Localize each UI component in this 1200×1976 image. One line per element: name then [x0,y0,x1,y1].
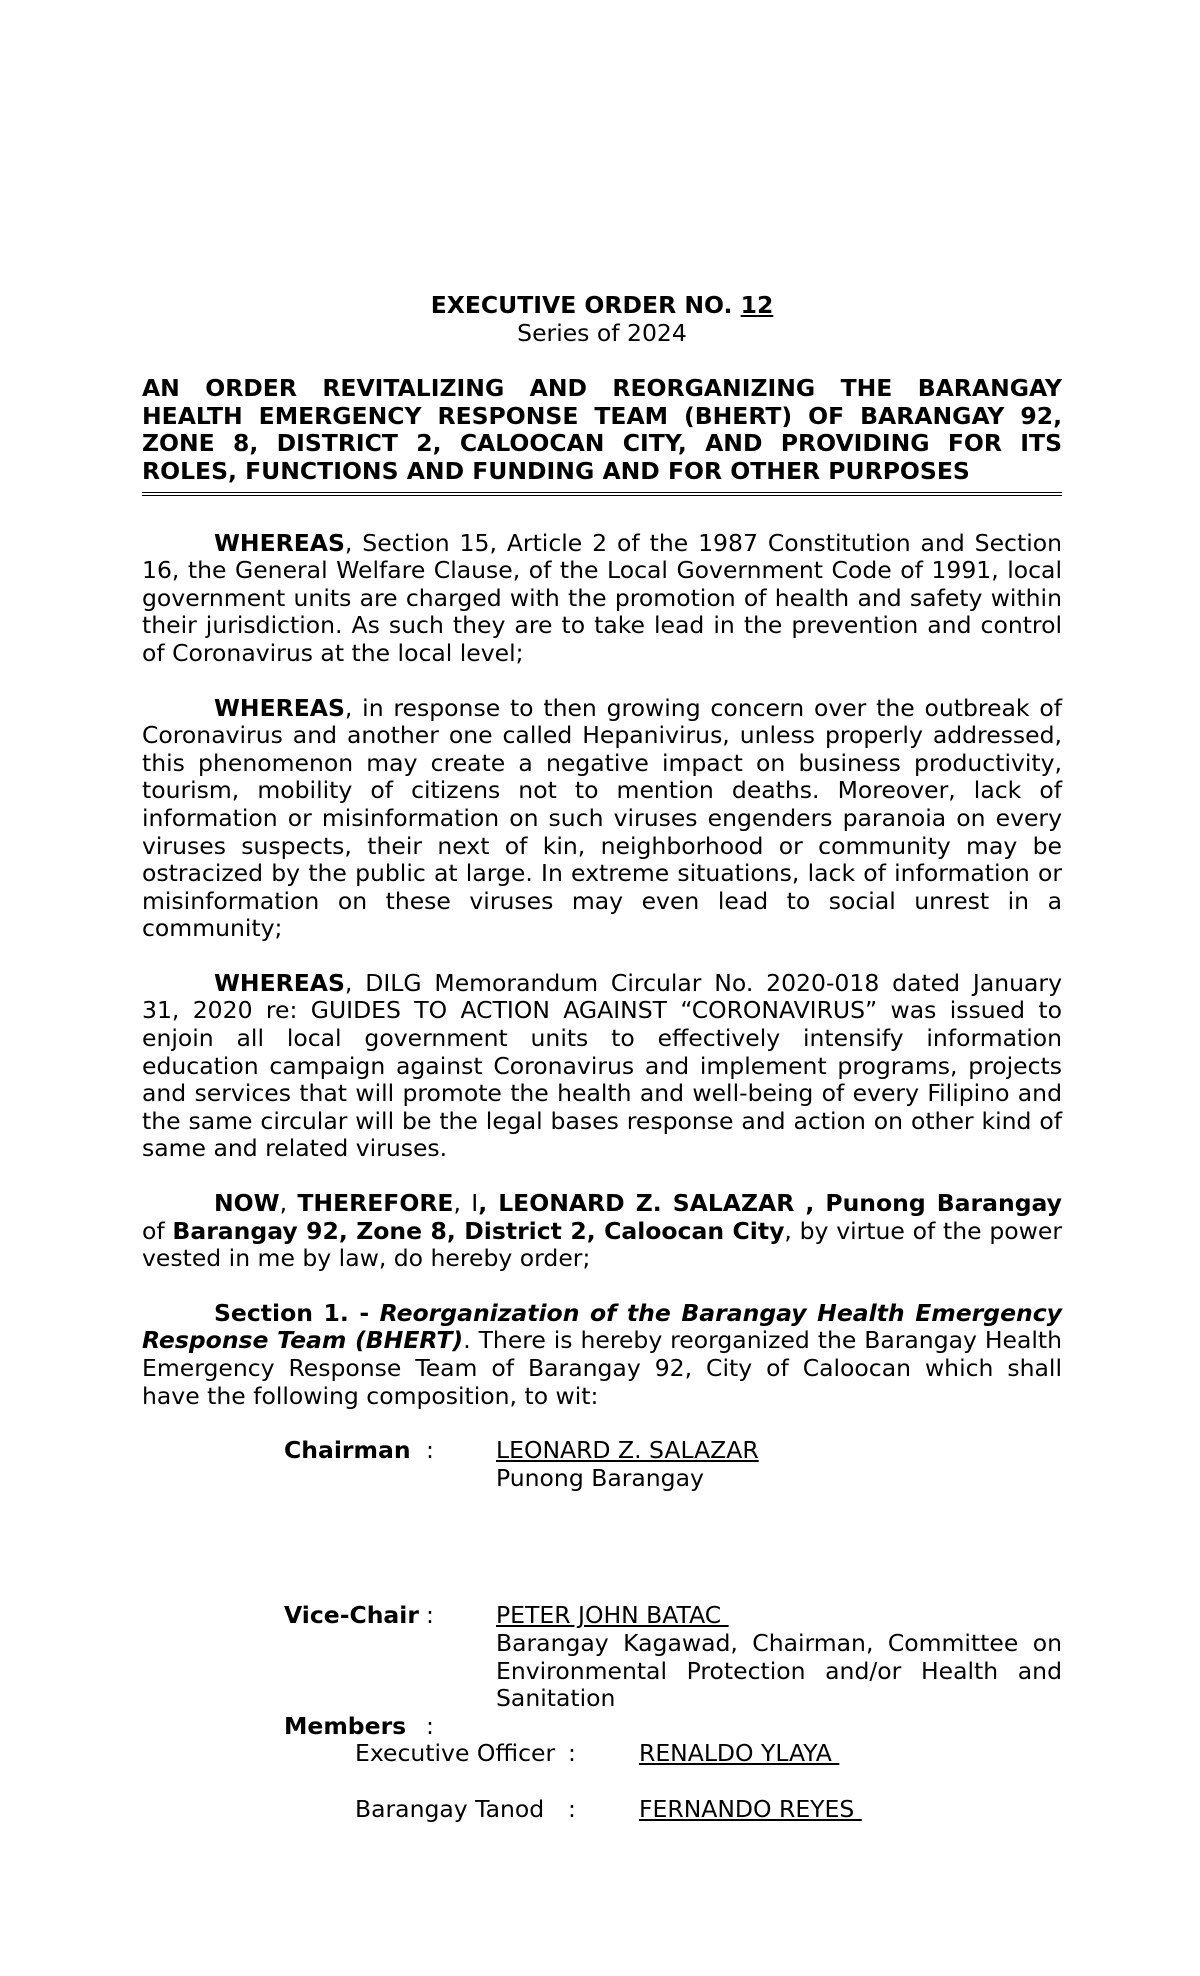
chairman-label: Chairman [284,1436,411,1465]
order-number: 12 [740,291,774,319]
vice-chair-name: PETER JOHN BATAC [496,1601,729,1630]
member-name: FERNANDO REYES [639,1794,862,1823]
vice-chair-position: Barangay Kagawad, Chairman, Committee on Environmental Protection and/or Health and Sanitation [496,1628,1062,1713]
member-name: RENALDO YLAYA [639,1739,840,1768]
title-double-rule [142,492,1062,496]
chairman-row [142,1437,1062,1465]
whereas-lead: WHEREAS [214,693,345,722]
whereas-text: , in response to then growing concern over the outbreak of Coronavirus and another one called Hepanivirus, unless properly addressed, this phenomenon may create a negative impact on business productivity, tourism, mobility of citizens not to mention deaths. Moreover, lack of information or misinformation on such viruses engenders paranoia on every viruses suspects, their next of kin, neighborhood or community may be ostracized by the public at large. In extreme situations, lack of information or misinformation on these viruses may even lead to social unrest in a community; [142,693,1062,943]
order-series: Series of 2024 [517,318,687,347]
member-colon: : [568,1794,576,1823]
now-therefore-text: , by virtue of the power vested in me by law, do hereby order; [142,1216,1062,1273]
member-role: Barangay Tanod [355,1794,545,1823]
vice-chair-position-row [142,1630,1062,1713]
chairman-colon: : [426,1436,434,1465]
order-title-line: ROLES, FUNCTIONS AND FUNDING AND FOR OTHER PURPOSES [142,456,970,485]
order-title [142,375,1062,489]
member-row [142,1796,1062,1824]
now-therefore-clause [142,1190,1062,1273]
order-title-line: HEALTH EMERGENCY RESPONSE TEAM (BHERT) OF BARANGAY 92, [142,401,1062,430]
separator: , [279,1189,298,1218]
members-row [142,1713,1062,1741]
whereas-clause-1 [142,530,1062,668]
order-title-line: ZONE 8, DISTRICT 2, CALOOCAN CITY, AND PROVIDING FOR ITS [142,429,1062,458]
section-heading: Reorganization of the Barangay Health Emergency Response Team (BHERT) [142,1298,1062,1355]
chairman-position-row [142,1465,1062,1493]
member-colon: : [568,1739,576,1768]
member-role: Executive Officer [355,1739,556,1768]
whereas-lead: WHEREAS [214,968,345,997]
whereas-clause-2 [142,695,1062,943]
whereas-text: , DILG Memorandum Circular No. 2020-018 dated January 31, 2020 re: GUIDES TO ACTION AGAINST “CORONAVIRUS” was issued to enjoin all local government units to effectively intensify information education campaign against Coronavirus and implement programs, projects and services that will promote the health and well-being of every Filipino and the same circular will be the legal bases response and action on other kind of same and related viruses. [142,968,1062,1163]
therefore-word: THEREFORE [297,1189,454,1218]
section-label: Section 1. - [214,1298,380,1327]
whereas-lead: WHEREAS [214,528,345,557]
vice-chair-colon: : [426,1601,434,1630]
of-word: of [142,1216,173,1245]
barangay-name: Barangay 92, Zone 8, District 2, Caloocan City [172,1216,785,1245]
vice-chair-row [142,1602,1062,1630]
composition-list [142,1437,1062,1857]
document-body [142,292,1062,1857]
chairman-name: LEONARD Z. SALAZAR [496,1436,759,1465]
order-title-line: AN ORDER REVITALIZING AND REORGANIZING THE BARANGAY [142,374,1062,403]
order-heading [142,292,1062,320]
members-label: Members [284,1711,407,1740]
whereas-text: , Section 15, Article 2 of the 1987 Constitution and Section 16, the General Welfare Clause, of the Local Government Code of 1991, local government units are charged with the promotion of health and safety within their jurisdiction. As such they are to take lead in the prevention and control of Coronavirus at the local level; [142,528,1062,667]
issuer-name: , LEONARD Z. SALAZAR , Punong Barangay [478,1189,1062,1218]
order-prefix: EXECUTIVE ORDER NO. [430,291,733,319]
vice-chair-label: Vice-Chair [284,1601,419,1630]
section-text: . There is hereby reorganized the Barangay Health Emergency Response Team of Barangay 92, City of Caloocan which shall have the following composition, to wit: [142,1326,1062,1410]
separator: , I [453,1189,479,1218]
section-1 [142,1300,1062,1410]
member-row [142,1740,1062,1768]
now-word: NOW [214,1189,280,1218]
members-colon: : [426,1711,434,1740]
whereas-clause-3 [142,970,1062,1163]
chairman-position: Punong Barangay [496,1463,704,1492]
